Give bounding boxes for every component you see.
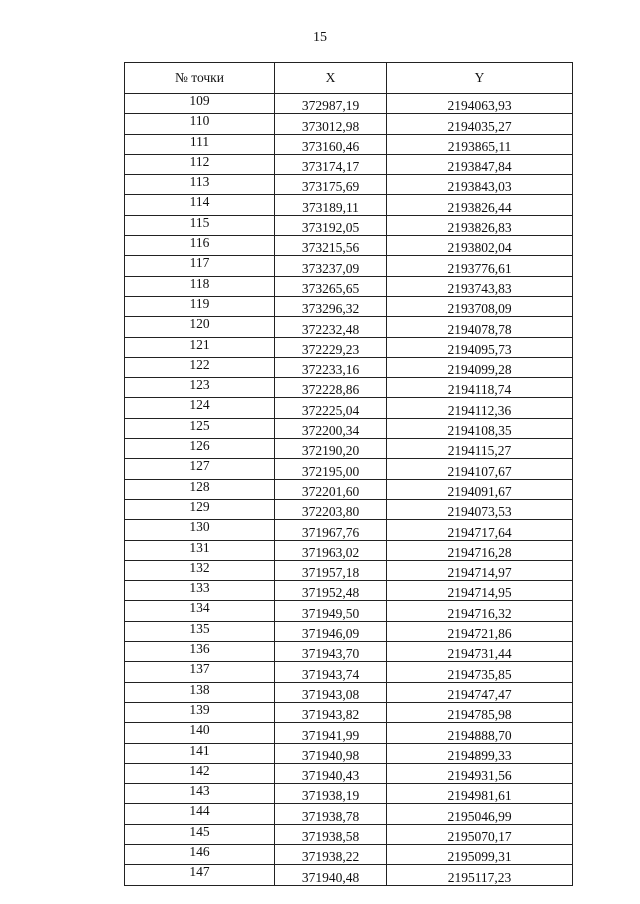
cell-x: 373192,05 <box>275 215 387 235</box>
table-row <box>125 215 573 235</box>
cell-point-number: 116 <box>125 236 275 256</box>
table-row <box>125 581 573 601</box>
cell-x: 372203,80 <box>275 499 387 519</box>
table-row <box>125 398 573 418</box>
cell-x: 373174,17 <box>275 154 387 174</box>
cell-x: 372201,60 <box>275 479 387 499</box>
cell-point-number: 141 <box>125 743 275 763</box>
cell-x: 373012,98 <box>275 114 387 134</box>
cell-point-number: 132 <box>125 560 275 580</box>
cell-x: 373215,56 <box>275 236 387 256</box>
table-row <box>125 378 573 398</box>
cell-point-number: 125 <box>125 418 275 438</box>
cell-point-number: 144 <box>125 804 275 824</box>
cell-y: 2194035,27 <box>387 114 573 134</box>
table-row <box>125 154 573 174</box>
table-row <box>125 114 573 134</box>
cell-x: 371938,19 <box>275 784 387 804</box>
table-row <box>125 682 573 702</box>
table-row <box>125 439 573 459</box>
cell-point-number: 137 <box>125 662 275 682</box>
cell-point-number: 124 <box>125 398 275 418</box>
table-row <box>125 94 573 114</box>
table-row <box>125 784 573 804</box>
table-row <box>125 804 573 824</box>
cell-point-number: 134 <box>125 601 275 621</box>
cell-y: 2193802,04 <box>387 236 573 256</box>
cell-y: 2194981,61 <box>387 784 573 804</box>
cell-x: 372190,20 <box>275 439 387 459</box>
table-row <box>125 276 573 296</box>
cell-point-number: 120 <box>125 317 275 337</box>
cell-y: 2194731,44 <box>387 642 573 662</box>
table-row <box>125 499 573 519</box>
cell-y: 2194716,32 <box>387 601 573 621</box>
cell-point-number: 131 <box>125 540 275 560</box>
cell-point-number: 119 <box>125 296 275 316</box>
cell-x: 371938,78 <box>275 804 387 824</box>
cell-y: 2194115,27 <box>387 439 573 459</box>
cell-x: 372229,23 <box>275 337 387 357</box>
cell-y: 2194717,64 <box>387 520 573 540</box>
table-row <box>125 195 573 215</box>
cell-x: 371949,50 <box>275 601 387 621</box>
cell-x: 371946,09 <box>275 621 387 641</box>
cell-x: 371943,74 <box>275 662 387 682</box>
table-row <box>125 459 573 479</box>
cell-y: 2194735,85 <box>387 662 573 682</box>
cell-x: 371957,18 <box>275 560 387 580</box>
cell-x: 371940,98 <box>275 743 387 763</box>
cell-point-number: 142 <box>125 763 275 783</box>
cell-x: 371943,82 <box>275 702 387 722</box>
table-row <box>125 134 573 154</box>
cell-y: 2193826,44 <box>387 195 573 215</box>
table-row <box>125 520 573 540</box>
cell-x: 371940,43 <box>275 763 387 783</box>
cell-y: 2194721,86 <box>387 621 573 641</box>
cell-point-number: 138 <box>125 682 275 702</box>
cell-x: 373160,46 <box>275 134 387 154</box>
cell-x: 373265,65 <box>275 276 387 296</box>
cell-x: 372232,48 <box>275 317 387 337</box>
cell-y: 2194899,33 <box>387 743 573 763</box>
cell-y: 2195046,99 <box>387 804 573 824</box>
cell-y: 2193776,61 <box>387 256 573 276</box>
table-body <box>125 94 573 886</box>
coordinates-table <box>124 62 573 886</box>
cell-x: 373296,32 <box>275 296 387 316</box>
cell-y: 2194107,67 <box>387 459 573 479</box>
cell-y: 2193743,83 <box>387 276 573 296</box>
cell-y: 2193847,84 <box>387 154 573 174</box>
cell-y: 2193708,09 <box>387 296 573 316</box>
cell-y: 2194888,70 <box>387 723 573 743</box>
table-row <box>125 824 573 844</box>
table-row <box>125 865 573 885</box>
cell-point-number: 128 <box>125 479 275 499</box>
cell-point-number: 147 <box>125 865 275 885</box>
cell-x: 371967,76 <box>275 520 387 540</box>
cell-y: 2195099,31 <box>387 844 573 864</box>
table-row <box>125 844 573 864</box>
cell-y: 2194931,56 <box>387 763 573 783</box>
cell-y: 2194785,98 <box>387 702 573 722</box>
cell-y: 2194108,35 <box>387 418 573 438</box>
cell-y: 2194714,95 <box>387 581 573 601</box>
cell-y: 2194714,97 <box>387 560 573 580</box>
table-row <box>125 662 573 682</box>
cell-point-number: 117 <box>125 256 275 276</box>
table-row <box>125 621 573 641</box>
table-row <box>125 763 573 783</box>
table-row <box>125 357 573 377</box>
cell-point-number: 123 <box>125 378 275 398</box>
table-row <box>125 175 573 195</box>
cell-y: 2195070,17 <box>387 824 573 844</box>
cell-point-number: 133 <box>125 581 275 601</box>
table-row <box>125 601 573 621</box>
table-row <box>125 642 573 662</box>
cell-point-number: 130 <box>125 520 275 540</box>
column-header-y: Y <box>387 63 573 94</box>
page-number: 15 <box>313 30 327 45</box>
cell-y: 2194063,93 <box>387 94 573 114</box>
cell-point-number: 109 <box>125 94 275 114</box>
cell-point-number: 110 <box>125 114 275 134</box>
cell-point-number: 114 <box>125 195 275 215</box>
table-row <box>125 337 573 357</box>
cell-point-number: 140 <box>125 723 275 743</box>
cell-point-number: 136 <box>125 642 275 662</box>
cell-x: 371941,99 <box>275 723 387 743</box>
cell-x: 372195,00 <box>275 459 387 479</box>
cell-point-number: 146 <box>125 844 275 864</box>
cell-x: 372200,34 <box>275 418 387 438</box>
cell-y: 2193826,83 <box>387 215 573 235</box>
cell-x: 373237,09 <box>275 256 387 276</box>
cell-point-number: 111 <box>125 134 275 154</box>
cell-point-number: 118 <box>125 276 275 296</box>
table-row <box>125 560 573 580</box>
cell-point-number: 127 <box>125 459 275 479</box>
cell-y: 2194716,28 <box>387 540 573 560</box>
table-row <box>125 256 573 276</box>
table-row <box>125 418 573 438</box>
cell-y: 2194747,47 <box>387 682 573 702</box>
cell-point-number: 113 <box>125 175 275 195</box>
column-header-x: X <box>275 63 387 94</box>
cell-x: 371952,48 <box>275 581 387 601</box>
cell-x: 372987,19 <box>275 94 387 114</box>
cell-point-number: 126 <box>125 439 275 459</box>
cell-x: 371938,58 <box>275 824 387 844</box>
cell-point-number: 145 <box>125 824 275 844</box>
cell-x: 371943,70 <box>275 642 387 662</box>
table-row <box>125 317 573 337</box>
cell-y: 2194099,28 <box>387 357 573 377</box>
table-row <box>125 236 573 256</box>
table-row <box>125 723 573 743</box>
table-row <box>125 540 573 560</box>
cell-y: 2193865,11 <box>387 134 573 154</box>
cell-point-number: 139 <box>125 702 275 722</box>
cell-point-number: 122 <box>125 357 275 377</box>
cell-x: 371938,22 <box>275 844 387 864</box>
cell-y: 2193843,03 <box>387 175 573 195</box>
cell-y: 2194073,53 <box>387 499 573 519</box>
cell-x: 372228,86 <box>275 378 387 398</box>
cell-y: 2195117,23 <box>387 865 573 885</box>
cell-y: 2194095,73 <box>387 337 573 357</box>
cell-x: 373175,69 <box>275 175 387 195</box>
table-row <box>125 479 573 499</box>
table-row <box>125 743 573 763</box>
cell-x: 373189,11 <box>275 195 387 215</box>
table-row <box>125 702 573 722</box>
cell-y: 2194112,36 <box>387 398 573 418</box>
table-row <box>125 296 573 316</box>
cell-point-number: 135 <box>125 621 275 641</box>
table-header-row <box>125 63 573 94</box>
column-header-point-number: № точки <box>125 63 275 94</box>
cell-x: 371943,08 <box>275 682 387 702</box>
cell-x: 371963,02 <box>275 540 387 560</box>
cell-point-number: 112 <box>125 154 275 174</box>
cell-x: 372233,16 <box>275 357 387 377</box>
cell-y: 2194118,74 <box>387 378 573 398</box>
cell-y: 2194091,67 <box>387 479 573 499</box>
cell-x: 372225,04 <box>275 398 387 418</box>
cell-x: 371940,48 <box>275 865 387 885</box>
cell-point-number: 143 <box>125 784 275 804</box>
cell-y: 2194078,78 <box>387 317 573 337</box>
cell-point-number: 129 <box>125 499 275 519</box>
cell-point-number: 115 <box>125 215 275 235</box>
cell-point-number: 121 <box>125 337 275 357</box>
